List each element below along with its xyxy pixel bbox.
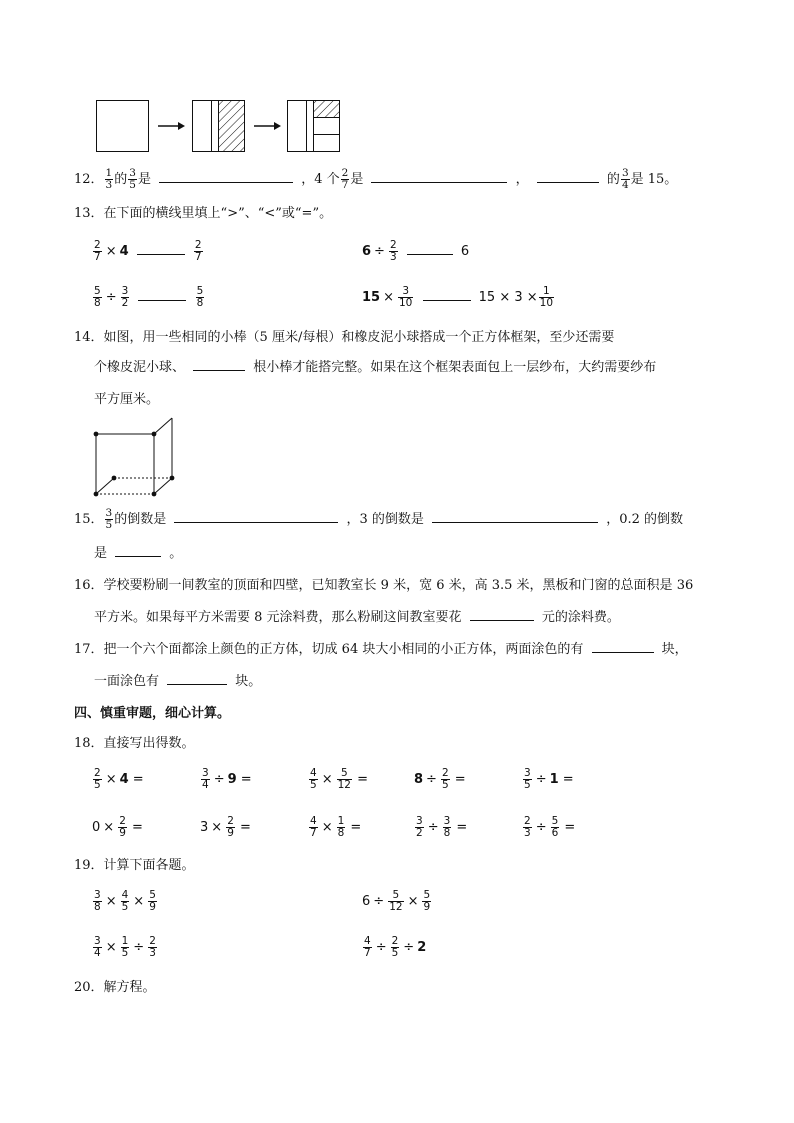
text: 块。 xyxy=(235,674,262,689)
text: 5 xyxy=(551,815,559,827)
fraction xyxy=(93,890,102,913)
calc-18-5 xyxy=(522,768,574,792)
text: 4 xyxy=(202,779,209,791)
text: 12 xyxy=(389,901,403,913)
fraction xyxy=(93,768,102,791)
fraction xyxy=(93,936,102,959)
text: 5 xyxy=(340,767,348,779)
question-12 xyxy=(74,168,677,192)
text: 2 xyxy=(524,815,531,827)
fraction xyxy=(309,768,318,791)
text: 3 xyxy=(621,167,629,179)
text: × xyxy=(321,820,333,835)
text: 6 xyxy=(460,244,470,259)
fraction xyxy=(121,890,130,913)
fraction xyxy=(118,816,127,839)
answer-blank-12c[interactable] xyxy=(537,168,599,183)
answer-blank-15b[interactable] xyxy=(432,508,598,523)
text: 把一个六个面都涂上颜色的正方体，切成 64 块大小相同的小正方体，两面涂色的有 xyxy=(103,642,584,657)
text: 1 xyxy=(543,285,550,297)
text: 20． xyxy=(74,980,104,995)
text: ÷ xyxy=(213,772,225,787)
text: = xyxy=(240,820,251,835)
text: 4 xyxy=(119,244,129,259)
question-14-line2 xyxy=(94,356,656,380)
section-4-title: 四、慎重审题，细心计算。 xyxy=(74,706,231,721)
answer-blank-17a[interactable] xyxy=(592,638,654,653)
fraction xyxy=(105,168,114,191)
text: = xyxy=(456,820,468,835)
text: 7 xyxy=(341,179,349,191)
text: 9 xyxy=(149,901,156,913)
question-17-line2 xyxy=(94,670,261,694)
compare-13d xyxy=(362,286,555,310)
answer-blank-12a[interactable] xyxy=(159,168,293,183)
text: 直接写出得数。 xyxy=(103,736,195,751)
text: 3 xyxy=(202,767,209,779)
fraction xyxy=(194,240,203,263)
text: 解方程。 xyxy=(103,980,156,995)
fraction xyxy=(523,768,532,791)
fraction xyxy=(93,286,102,309)
text: 19． xyxy=(74,858,104,873)
text: ÷ xyxy=(535,772,547,787)
text: ÷ xyxy=(535,820,547,835)
text: 8 xyxy=(337,827,345,839)
text: 3 xyxy=(129,167,136,179)
fraction xyxy=(398,286,413,309)
fraction xyxy=(148,890,157,913)
fraction xyxy=(93,240,102,263)
text: 5 xyxy=(423,889,431,901)
text: 3 xyxy=(149,947,156,959)
fraction xyxy=(128,168,137,191)
calc-18-2 xyxy=(200,768,252,792)
answer-blank-14a[interactable] xyxy=(193,356,245,371)
text: 一面涂色有 xyxy=(94,674,160,689)
text: 5 xyxy=(524,779,531,791)
question-15-line2 xyxy=(94,542,182,566)
text: ， xyxy=(515,172,529,187)
fraction xyxy=(391,936,400,959)
fraction xyxy=(309,816,318,839)
fraction xyxy=(226,816,235,839)
calc-18-3 xyxy=(308,768,368,792)
text: ，3 的倒数是 xyxy=(346,512,424,527)
text: 块， xyxy=(661,642,688,657)
text: 3 xyxy=(443,815,451,827)
text: 。 xyxy=(169,546,183,561)
text: 是 xyxy=(137,172,151,187)
fraction xyxy=(121,286,130,309)
text: 5 xyxy=(94,779,101,791)
text: 的倒数是 xyxy=(114,512,167,527)
text: = xyxy=(132,772,144,787)
text: × xyxy=(321,772,333,787)
text: ，4 个 xyxy=(301,172,340,187)
text: 2 xyxy=(94,239,101,251)
calc-18-10 xyxy=(522,816,575,840)
text: 5 xyxy=(105,519,113,531)
compare-13b xyxy=(362,240,469,264)
text: 是 15。 xyxy=(630,172,678,187)
text: 2 xyxy=(416,827,423,839)
text: 9 xyxy=(423,901,431,913)
text: 2 xyxy=(94,767,101,779)
fraction xyxy=(441,768,450,791)
text: 4 xyxy=(310,767,317,779)
cube-frame-figure xyxy=(92,414,182,498)
text: 17． xyxy=(74,642,104,657)
text: 12． xyxy=(74,172,104,187)
fraction xyxy=(121,936,130,959)
text: ÷ xyxy=(426,772,437,787)
text: 3 xyxy=(94,935,101,947)
text: 8 xyxy=(196,297,204,309)
text: 2 xyxy=(441,767,449,779)
text: 3 xyxy=(524,767,531,779)
fraction xyxy=(389,240,398,263)
fraction xyxy=(148,936,157,959)
fraction-figure xyxy=(96,100,356,154)
question-14-line3 xyxy=(94,388,159,412)
text: × xyxy=(407,894,419,909)
text: 1 xyxy=(105,167,113,179)
fraction xyxy=(415,816,424,839)
text: ÷ xyxy=(133,940,145,955)
text: 2 xyxy=(391,935,399,947)
text: ÷ xyxy=(105,290,117,305)
text: 4 xyxy=(94,947,101,959)
question-14 xyxy=(74,326,614,350)
fraction xyxy=(422,890,431,913)
text: × xyxy=(211,820,223,835)
text: 8 xyxy=(94,901,101,913)
text: 2 xyxy=(119,815,126,827)
text: 是 xyxy=(94,546,108,561)
calc-18-6 xyxy=(92,816,143,840)
answer-blank-15c[interactable] xyxy=(115,542,161,557)
fraction xyxy=(201,768,210,791)
question-18 xyxy=(74,732,195,756)
text: = xyxy=(132,820,143,835)
text: × xyxy=(105,772,117,787)
text: × xyxy=(105,894,117,909)
text: 10 xyxy=(539,297,554,309)
text: 2 xyxy=(389,239,397,251)
text: × xyxy=(133,894,145,909)
calc-18-9 xyxy=(414,816,467,840)
text: 3 xyxy=(416,815,423,827)
text: 4 xyxy=(119,772,129,787)
calc-19d xyxy=(362,936,426,960)
text: 7 xyxy=(194,251,202,263)
text: ，0.2 的倒数 xyxy=(606,512,684,527)
text: 3 xyxy=(200,820,209,835)
text: 3 xyxy=(402,285,410,297)
text: 1 xyxy=(337,815,345,827)
text: 9 xyxy=(227,827,234,839)
text: 5 xyxy=(129,179,136,191)
text: = xyxy=(562,772,574,787)
fraction xyxy=(337,816,346,839)
text: 16． xyxy=(74,578,104,593)
text: 5 xyxy=(149,889,156,901)
text: 4 xyxy=(364,935,371,947)
text: 10 xyxy=(399,297,413,309)
text: ÷ xyxy=(403,940,415,955)
text: 元的涂料费。 xyxy=(541,610,620,625)
text: × xyxy=(105,244,117,259)
fraction xyxy=(443,816,452,839)
calc-18-1 xyxy=(92,768,144,792)
text: 5 xyxy=(392,889,400,901)
text: 6 xyxy=(551,827,559,839)
calc-18-4 xyxy=(414,768,466,792)
text: 根小棒才能搭完整。如果在这个框架表面包上一层纱布，大约需要纱布 xyxy=(253,360,657,375)
answer-blank-13a[interactable] xyxy=(137,240,185,255)
text: × xyxy=(383,290,394,305)
text: 5 xyxy=(94,285,101,297)
text: = xyxy=(240,772,252,787)
question-13 xyxy=(74,202,332,226)
text: 6 xyxy=(362,894,371,909)
text: 5 xyxy=(196,285,204,297)
text: 7 xyxy=(364,947,371,959)
fraction xyxy=(551,816,560,839)
answer-blank-15a[interactable] xyxy=(174,508,338,523)
text: 3 xyxy=(105,179,113,191)
question-19 xyxy=(74,854,195,878)
text: 9 xyxy=(227,772,237,787)
answer-blank-12b[interactable] xyxy=(371,168,507,183)
fraction xyxy=(105,508,114,531)
text: ÷ xyxy=(374,244,385,259)
figure-square-1 xyxy=(97,101,149,152)
fraction xyxy=(363,936,372,959)
fraction xyxy=(388,890,403,913)
text: 个橡皮泥小球、 xyxy=(94,360,186,375)
answer-blank-13c[interactable] xyxy=(138,286,186,301)
fraction xyxy=(196,286,205,309)
text: 9 xyxy=(119,827,126,839)
text: 平方厘米。 xyxy=(94,392,160,407)
text: 2 xyxy=(227,815,234,827)
calc-19b xyxy=(362,890,432,914)
text: ÷ xyxy=(427,820,439,835)
text: 4 xyxy=(310,815,317,827)
answer-blank-13d[interactable] xyxy=(423,286,471,301)
text: 的 xyxy=(606,172,620,187)
text: 3 xyxy=(524,827,531,839)
calc-19c xyxy=(92,936,158,960)
text: 的 xyxy=(114,172,128,187)
text: 12 xyxy=(337,779,351,791)
fraction xyxy=(539,286,554,309)
text: 15 × 3 × xyxy=(478,290,538,305)
text: 4 xyxy=(121,889,129,901)
text: 7 xyxy=(310,827,317,839)
text: 5 xyxy=(441,779,449,791)
text: 计算下面各题。 xyxy=(103,858,195,873)
compare-13c xyxy=(92,286,205,310)
text: 3 xyxy=(94,889,101,901)
calc-19a xyxy=(92,890,158,914)
text: ÷ xyxy=(375,940,387,955)
text: 在下面的横线里填上“>”、“<”或“=”。 xyxy=(103,206,333,221)
text: 5 xyxy=(121,947,129,959)
question-17 xyxy=(74,638,688,662)
text: 18． xyxy=(74,736,104,751)
question-15 xyxy=(74,508,683,532)
text: 0 xyxy=(92,820,101,835)
text: 15． xyxy=(74,512,104,527)
text: 学校要粉刷一间教室的顶面和四壁，已知教室长 9 米，宽 6 米，高 3.5 米，黑板和门窗的总面积是 36 xyxy=(103,578,694,593)
text: 1 xyxy=(549,772,559,787)
text: = xyxy=(350,820,362,835)
text: 7 xyxy=(94,251,101,263)
text: 2 xyxy=(149,935,156,947)
text: 14． xyxy=(74,330,104,345)
text: 4 xyxy=(621,179,629,191)
text: 平方米。如果每平方米需要 8 元涂料费，那么粉刷这间教室要花 xyxy=(94,610,462,625)
text: 2 xyxy=(417,940,427,955)
question-16 xyxy=(74,574,693,598)
question-16-line2 xyxy=(94,606,620,630)
text: 3 xyxy=(121,285,129,297)
answer-blank-17b[interactable] xyxy=(167,670,227,685)
text: 5 xyxy=(310,779,317,791)
text: ÷ xyxy=(373,894,385,909)
text: 8 xyxy=(443,827,451,839)
text: × xyxy=(103,820,115,835)
text: 15 xyxy=(362,290,381,305)
fraction xyxy=(523,816,532,839)
text: = xyxy=(454,772,466,787)
text: 1 xyxy=(121,935,129,947)
text: 2 xyxy=(121,297,129,309)
text: 5 xyxy=(121,901,129,913)
fraction xyxy=(621,168,630,191)
text: 3 xyxy=(105,507,113,519)
answer-blank-13b[interactable] xyxy=(407,240,453,255)
calc-18-7 xyxy=(200,816,251,840)
question-20 xyxy=(74,976,156,1000)
text: 是 xyxy=(350,172,364,187)
text: × xyxy=(105,940,117,955)
text: 2 xyxy=(194,239,202,251)
text: 2 xyxy=(341,167,349,179)
fraction xyxy=(341,168,350,191)
text: 13． xyxy=(74,206,104,221)
calc-18-8 xyxy=(308,816,361,840)
text: 8 xyxy=(94,297,101,309)
text: 3 xyxy=(389,251,397,263)
text: 5 xyxy=(391,947,399,959)
text: 6 xyxy=(362,244,372,259)
text: = xyxy=(357,772,369,787)
text: = xyxy=(564,820,576,835)
text: 如图，用一些相同的小棒（5 厘米/每根）和橡皮泥小球搭成一个正方体框架，至少还需要 xyxy=(103,330,615,345)
fraction xyxy=(337,768,352,791)
text: 8 xyxy=(414,772,424,787)
answer-blank-16[interactable] xyxy=(470,606,534,621)
compare-13a xyxy=(92,240,204,264)
